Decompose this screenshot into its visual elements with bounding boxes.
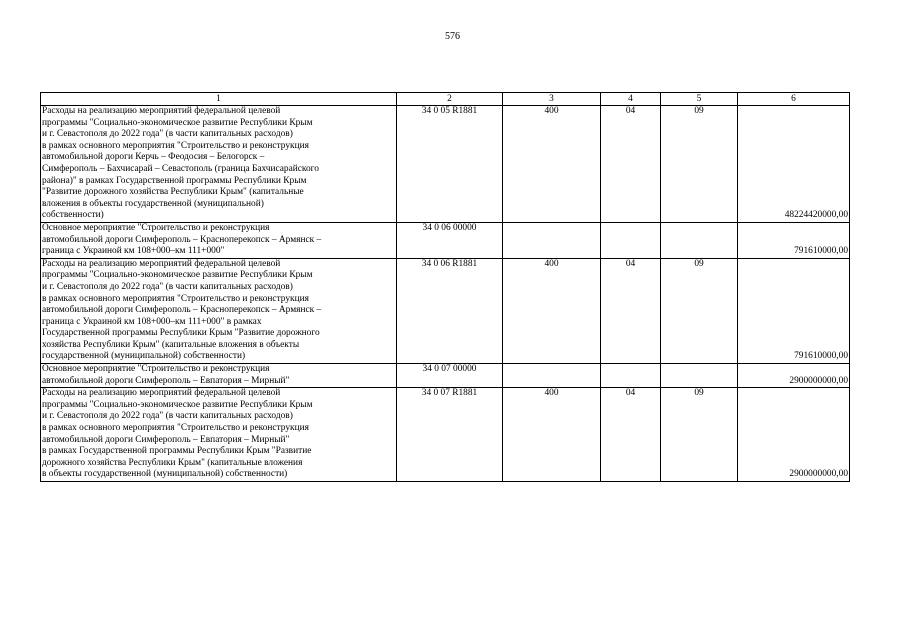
table-row <box>41 106 850 223</box>
header-col-1: 1 <box>41 93 397 106</box>
header-col-5: 5 <box>661 93 738 106</box>
table-row <box>41 364 850 388</box>
row-amount-cell: 2900000000,00 <box>738 364 850 388</box>
row-amount-cell: 48224420000,00 <box>738 106 850 223</box>
table-row <box>41 258 850 363</box>
header-col-2: 2 <box>397 93 503 106</box>
budget-table-body <box>41 93 850 482</box>
row-section-cell <box>601 364 661 388</box>
row-subsection-cell <box>661 364 738 388</box>
row-expense-type-cell <box>503 364 601 388</box>
row-section-cell: 04 <box>601 388 661 482</box>
row-name-cell: Основное мероприятие "Строительство и реконструкция автомобильной дороги Симферополь – Красноперекопск – Армянск – граница с Украиной км 108+000–км 111+000" <box>41 222 397 258</box>
row-name-cell: Основное мероприятие "Строительство и реконструкция автомобильной дороги Симферополь – Евпатория – Мирный" <box>41 364 397 388</box>
row-code-cell: 34 0 06 00000 <box>397 222 503 258</box>
row-expense-type-cell: 400 <box>503 388 601 482</box>
row-name-cell: Расходы на реализацию мероприятий федеральной целевой программы "Социально-экономическое развитие Республики Крым и г. Севастополя до 2022 года" (в части капитальных расходов) в рамках основного мероприятия "Строительство и реконструкция автомобильной дороги Симферополь – Евпатория – Мирный" в рамках Государственной программы Республики Крым "Развитие дорожного хозяйства Республики Крым" (капитальные вложения в объекты государственной (муниципальной) собственности) <box>41 388 397 482</box>
header-col-6: 6 <box>738 93 850 106</box>
row-section-cell <box>601 222 661 258</box>
row-code-cell: 34 0 07 R1881 <box>397 388 503 482</box>
page-number: 576 <box>445 31 460 42</box>
header-col-4: 4 <box>601 93 661 106</box>
row-code-cell: 34 0 05 R1881 <box>397 106 503 223</box>
row-subsection-cell: 09 <box>661 258 738 363</box>
row-subsection-cell: 09 <box>661 106 738 223</box>
row-name-cell: Расходы на реализацию мероприятий федеральной целевой программы "Социально-экономическое развитие Республики Крым и г. Севастополя до 2022 года" (в части капитальных расходов) в рамках основного мероприятия "Строительство и реконструкция автомобильной дороги Керчь – Феодосия – Белогорск – Симферополь – Бахчисарай – Севастополь (граница Бахчисарайского района)" в рамках Государственной программы Республики Крым "Развитие дорожного хозяйства Республики Крым" (капитальные вложения в объекты государственной (муниципальной) собственности) <box>41 106 397 223</box>
row-subsection-cell: 09 <box>661 388 738 482</box>
table-row <box>41 222 850 258</box>
row-code-cell: 34 0 06 R1881 <box>397 258 503 363</box>
table-header-row <box>41 93 850 106</box>
row-expense-type-cell: 400 <box>503 106 601 223</box>
row-amount-cell: 791610000,00 <box>738 258 850 363</box>
row-name-cell: Расходы на реализацию мероприятий федеральной целевой программы "Социально-экономическое развитие Республики Крым и г. Севастополя до 2022 года" (в части капитальных расходов) в рамках основного мероприятия "Строительство и реконструкция автомобильной дороги Симферополь – Красноперекопск – Армянск – граница с Украиной км 108+000–км 111+000" в рамках Государственной программы Республики Крым "Развитие дорожного хозяйства Республики Крым" (капитальные вложения в объекты государственной (муниципальной) собственности) <box>41 258 397 363</box>
row-section-cell: 04 <box>601 258 661 363</box>
table-row <box>41 388 850 482</box>
row-amount-cell: 2900000000,00 <box>738 388 850 482</box>
budget-table <box>40 92 850 482</box>
row-code-cell: 34 0 07 00000 <box>397 364 503 388</box>
header-col-3: 3 <box>503 93 601 106</box>
row-subsection-cell <box>661 222 738 258</box>
row-section-cell: 04 <box>601 106 661 223</box>
row-expense-type-cell <box>503 222 601 258</box>
row-expense-type-cell: 400 <box>503 258 601 363</box>
row-amount-cell: 791610000,00 <box>738 222 850 258</box>
